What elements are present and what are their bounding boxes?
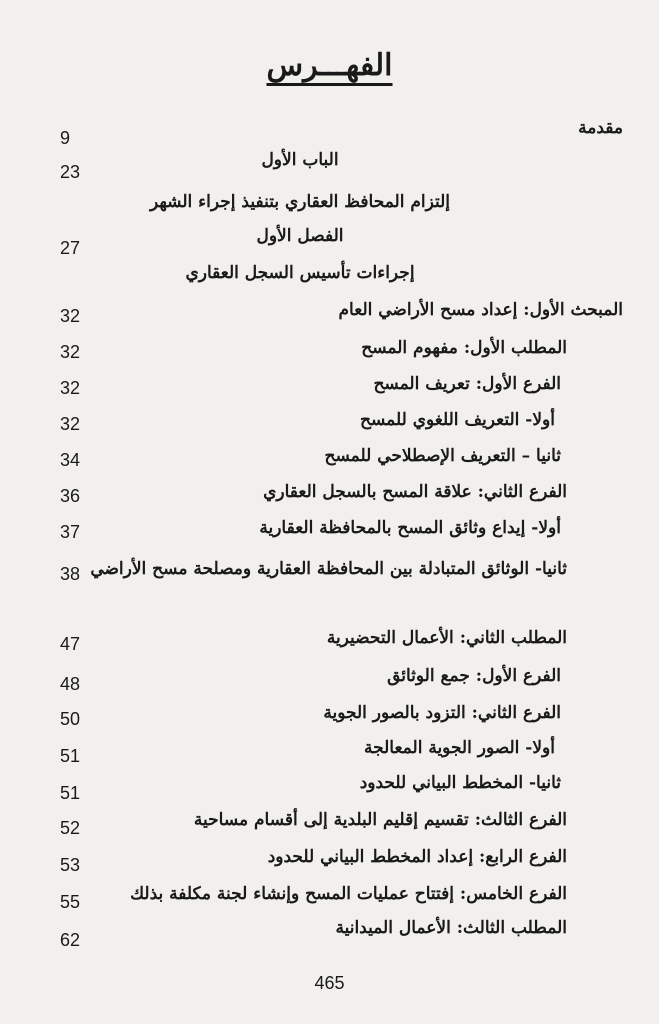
toc-entry [0, 628, 659, 658]
toc-entry [0, 810, 659, 840]
toc-entry [0, 338, 659, 368]
toc-entry-text: الفرع الأول: تعريف المسح [373, 374, 561, 394]
toc-entry-page: 47 [60, 634, 81, 654]
toc-entry-text: الفرع الأول: جمع الوثائق [387, 666, 561, 686]
toc-entry [0, 118, 659, 148]
toc-entry [0, 552, 659, 622]
page-number: 465 [314, 973, 345, 993]
toc-entry [0, 226, 659, 256]
toc-entry-page: 50 [60, 709, 81, 729]
toc-entry-text: المطلب الثالث: الأعمال الميدانية [335, 918, 567, 938]
toc-entry [0, 666, 659, 696]
toc-entry [0, 410, 659, 440]
toc-entry-text: ثانيا – التعريف الإصطلاحي للمسح [324, 446, 561, 466]
toc-entry-text: إلتزام المحافظ العقاري بتنفيذ إجراء الشهر [149, 192, 451, 212]
toc-entry-text: أولا- التعريف اللغوي للمسح [360, 410, 555, 430]
toc-entry-text: المبحث الأول: إعداد مسح الأراضي العام [338, 300, 623, 320]
toc-entry [0, 374, 659, 404]
toc-entry-page: 37 [60, 522, 81, 542]
toc-entry-text: مقدمة [578, 118, 623, 138]
toc-entry-page: 51 [60, 783, 81, 803]
toc-entry [0, 703, 659, 733]
toc-entry [0, 918, 659, 948]
toc-entry [0, 263, 659, 293]
toc-entry-text: أولا- الصور الجوية المعالجة [364, 738, 555, 758]
toc-entry-page: 52 [60, 818, 81, 838]
toc-entry-page: 32 [60, 306, 81, 326]
toc-entry-page: 27 [60, 238, 81, 258]
toc-entry [0, 518, 659, 548]
toc-entry-page: 32 [60, 378, 81, 398]
toc-entry-text: المطلب الأول: مفهوم المسح [361, 338, 567, 358]
toc-entry [0, 847, 659, 877]
toc-entry-text: أولا- إيداع وثائق المسح بالمحافظة العقارية [259, 518, 561, 538]
toc-entry-page: 34 [60, 450, 81, 470]
toc-entry-text: المطلب الثاني: الأعمال التحضيرية [326, 628, 567, 648]
toc-entry-text: ثانيا- الوثائق المتبادلة بين المحافظة العقارية ومصلحة مسح الأراضي [90, 559, 567, 579]
toc-entry-text: ثانيا- المخطط البياني للحدود [359, 773, 561, 793]
toc-entry [0, 446, 659, 476]
toc-entry-text: الفرع الثالث: تقسيم إقليم البلدية إلى أقسام مساحية [193, 810, 567, 830]
toc-entry-page: 51 [60, 746, 81, 766]
toc-entry-page: 23 [60, 162, 81, 182]
toc-entry [0, 482, 659, 512]
page-title: الفهـــرس [266, 48, 393, 83]
toc-entry [0, 773, 659, 803]
toc-entry [0, 884, 659, 914]
toc-entry [0, 192, 659, 222]
toc-entry-page: 32 [60, 414, 81, 434]
toc-entry-text: الباب الأول [261, 150, 339, 170]
toc-entry-page: 55 [60, 892, 81, 912]
toc-entry-text: إجراءات تأسيس السجل العقاري [185, 263, 415, 283]
toc-entry-text: الفرع الثاني: علاقة المسح بالسجل العقاري [263, 482, 567, 502]
toc-entry-text: الفرع الخامس: إفتتاح عمليات المسح وإنشاء لجنة مكلفة بذلك [130, 884, 567, 904]
toc-entry-text: الفصل الأول [256, 226, 344, 246]
toc-entry [0, 150, 659, 180]
toc-entry-page: 53 [60, 855, 81, 875]
toc-entry [0, 300, 659, 330]
toc-entry-page: 9 [60, 128, 71, 148]
toc-entry-text: الفرع الثاني: التزود بالصور الجوية [323, 703, 561, 723]
toc-entry [0, 738, 659, 768]
toc-entry-page: 38 [60, 564, 81, 584]
toc-entry-page: 32 [60, 342, 81, 362]
toc-entry-text: الفرع الرابع: إعداد المخطط البياني للحدود [267, 847, 567, 867]
toc-entry-page: 48 [60, 674, 81, 694]
toc-entry-page: 62 [60, 930, 81, 950]
toc-entry-page: 36 [60, 486, 81, 506]
